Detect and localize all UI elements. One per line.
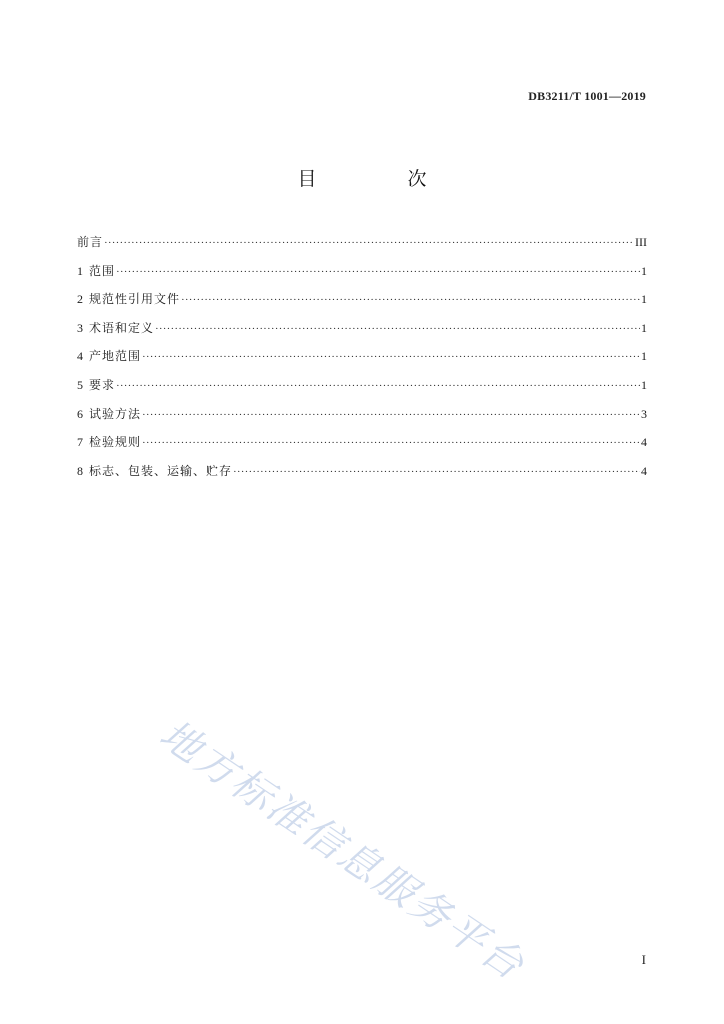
toc-entry-page: 3 <box>641 406 647 421</box>
toc-entry-terms-definitions[interactable] <box>77 319 647 348</box>
toc-dot-leader <box>142 437 640 449</box>
toc-dot-leader <box>142 351 640 363</box>
toc-entry-number: 7 <box>77 435 83 450</box>
table-of-contents <box>77 233 647 490</box>
page-number: I <box>641 952 646 967</box>
toc-entry-number: 1 <box>77 263 83 278</box>
toc-entry-label: 要求 <box>89 377 116 392</box>
toc-entry-label: 术语和定义 <box>89 320 155 335</box>
toc-entry-foreword[interactable] <box>77 233 647 262</box>
toc-dot-leader <box>116 266 640 278</box>
toc-entry-normative-references[interactable] <box>77 290 647 319</box>
toc-entry-number: 3 <box>77 320 83 335</box>
toc-entry-page: 1 <box>641 292 647 307</box>
toc-entry-inspection-rules[interactable] <box>77 433 647 462</box>
toc-entry-page: 1 <box>641 349 647 364</box>
toc-entry-label: 范围 <box>89 263 116 278</box>
toc-entry-page: 1 <box>641 377 647 392</box>
toc-entry-label: 前言 <box>77 235 104 249</box>
toc-dot-leader <box>155 323 640 335</box>
toc-title: 目 次 <box>297 168 463 190</box>
toc-entry-page: 1 <box>641 320 647 335</box>
watermark: 地方标准信息服务平台 <box>151 711 534 991</box>
toc-entry-page: 4 <box>641 435 647 450</box>
toc-entry-requirements[interactable] <box>77 376 647 405</box>
toc-entry-number: 2 <box>77 292 83 307</box>
toc-dot-leader <box>181 294 640 306</box>
toc-entry-page: 1 <box>641 263 647 278</box>
toc-entry-number: 8 <box>77 463 83 478</box>
toc-dot-leader <box>116 380 640 392</box>
toc-entry-number: 4 <box>77 349 83 364</box>
toc-entry-marking-packaging[interactable] <box>77 462 647 491</box>
toc-entry-number: 5 <box>77 377 83 392</box>
standard-code: DB3211/T 1001—2019 <box>528 89 646 103</box>
toc-entry-label: 规范性引用文件 <box>89 292 181 307</box>
toc-entry-origin-area[interactable] <box>77 347 647 376</box>
toc-entry-label: 检验规则 <box>89 435 142 450</box>
toc-entry-page: 4 <box>641 463 647 478</box>
toc-entry-test-methods[interactable] <box>77 405 647 434</box>
toc-entry-scope[interactable] <box>77 262 647 291</box>
toc-entry-label: 试验方法 <box>89 406 142 421</box>
toc-entry-label: 产地范围 <box>89 349 142 364</box>
toc-dot-leader <box>233 466 640 478</box>
toc-entry-label: 标志、包装、运输、贮存 <box>89 463 233 478</box>
toc-entry-number: 6 <box>77 406 83 421</box>
toc-entry-page: III <box>635 235 647 249</box>
toc-dot-leader <box>142 409 640 421</box>
toc-dot-leader <box>104 237 634 249</box>
